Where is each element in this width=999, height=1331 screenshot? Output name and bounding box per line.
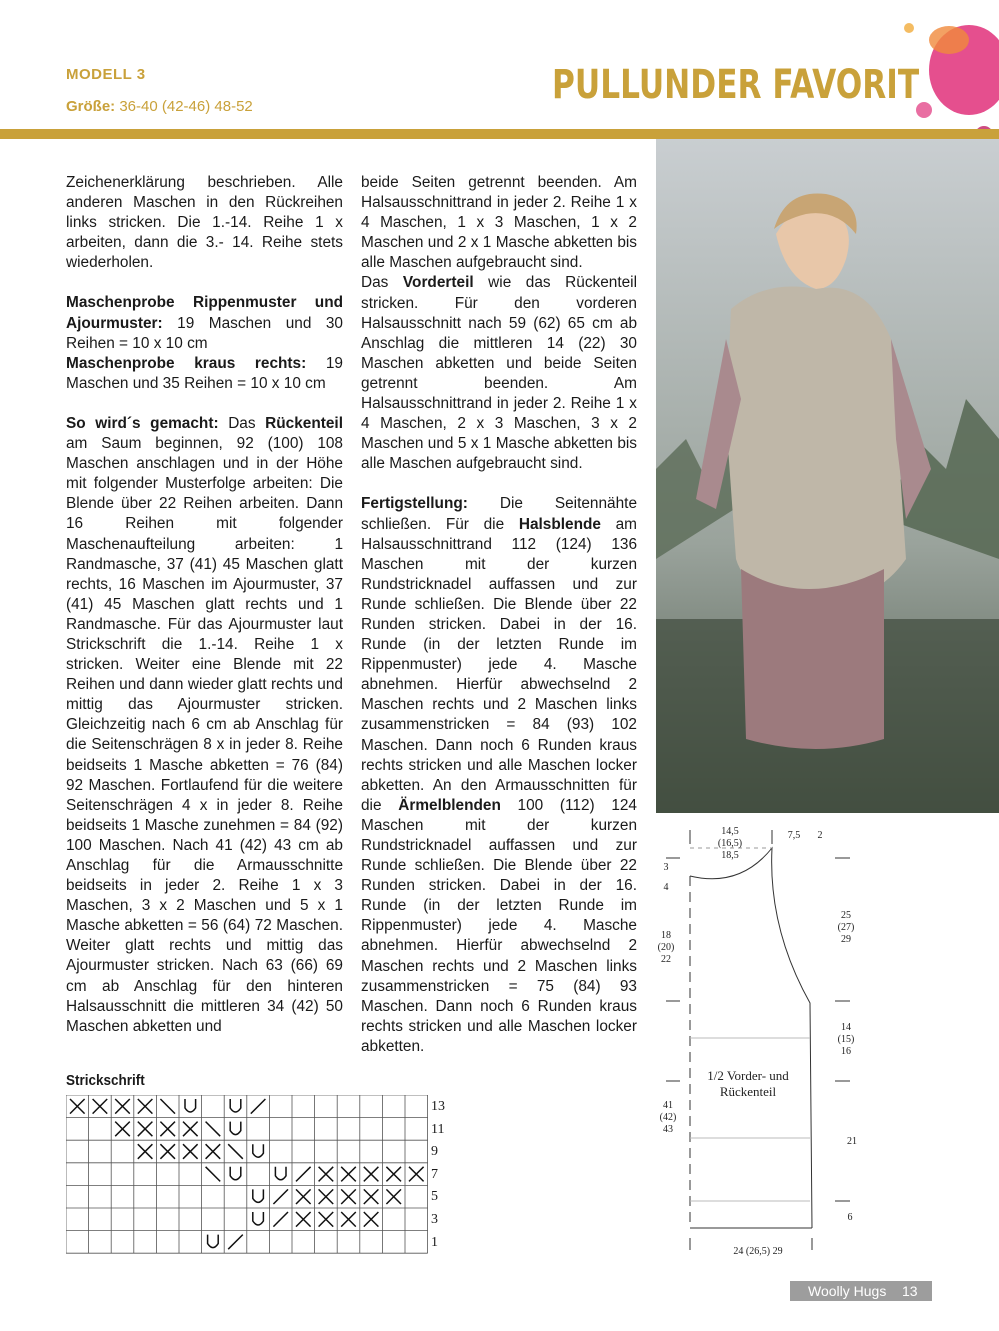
- armband-label: Ärmelblenden: [398, 796, 501, 814]
- text-column-2: [361, 173, 637, 1057]
- gauge-paragraph-1: [66, 293, 343, 353]
- yarn-over-symbol: [230, 1122, 241, 1135]
- decrease-right-symbol: [228, 1235, 243, 1250]
- back-label: Rückenteil: [265, 414, 343, 432]
- upper-height-label: 25 (27) 29: [837, 910, 855, 945]
- neckband-label: Halsblende: [518, 515, 601, 533]
- yarn-over-symbol: [275, 1167, 286, 1180]
- knit-together-symbol: [183, 1144, 198, 1159]
- pattern-schematic: [650, 818, 880, 1263]
- finishing-label: Fertigstellung:: [361, 495, 468, 513]
- chart-row-number: 9: [431, 1144, 438, 1160]
- knit-together-symbol: [341, 1167, 356, 1182]
- knit-together-symbol: [364, 1167, 379, 1182]
- finishing-text: am Halsausschnittrand 112 (124) 136 Maschen mit der kurzen Rundstricknadel auffassen und zur Runde schließen. Die Blende über 22 Runden stricken. Dabei in der 16. Runde (in der letzten Runde im Rippenmuster) jede 4. Masche abnehmen. Hierfür abwechselnd 2 Maschen rechts und 2 Maschen links zusammenstricken = 84 (93) 102 Maschen. Dann noch 6 Runden kraus rechts stricken und alle Maschen locker abketten. An den Armausschnitten für die: [361, 515, 638, 814]
- page-footer: [790, 1281, 932, 1301]
- model-number: MODELL 3: [66, 66, 146, 83]
- pattern-title: PULLUNDER FAVORIT: [552, 62, 920, 108]
- yarn-over-symbol: [230, 1099, 241, 1112]
- chart-row-number: 13: [431, 1099, 445, 1114]
- gauge-label: Maschenprobe kraus rechts:: [66, 354, 307, 372]
- knit-together-symbol: [319, 1212, 334, 1227]
- decrease-left-symbol: [206, 1122, 221, 1137]
- header-rule: [0, 129, 999, 139]
- knit-together-symbol: [115, 1122, 130, 1137]
- front-paragraph: [361, 273, 637, 474]
- knit-together-symbol: [364, 1212, 379, 1227]
- paragraph: Zeichenerklärung beschrieben. Alle anderen Maschen in den Rückreihen links stricken. Die 1.-14. Reihe 1 x arbeiten, dann die 3.- 14. Reihe stets wiederholen.: [66, 174, 343, 272]
- yarn-over-symbol: [230, 1167, 241, 1180]
- knit-together-symbol: [160, 1144, 175, 1159]
- bottom-width-label: 24 (26,5) 29: [733, 1246, 783, 1257]
- chart-label: Strickschrift: [66, 1072, 145, 1089]
- decrease-left-symbol: [228, 1144, 243, 1159]
- knit-together-symbol: [386, 1189, 401, 1204]
- instructions-paragraph: [66, 414, 343, 1037]
- size-line: [66, 98, 253, 115]
- knit-together-symbol: [93, 1099, 108, 1114]
- chart-row-number: 11: [431, 1121, 445, 1137]
- gauge-text: 19 Maschen und 35 Reihen = 10 x 10 cm: [66, 354, 343, 392]
- knit-together-symbol: [364, 1189, 379, 1204]
- decrease-left-symbol: [206, 1167, 221, 1182]
- knit-together-symbol: [138, 1122, 153, 1137]
- finishing-text: Die Seitennähte schließen. Für die: [361, 495, 637, 533]
- knit-together-symbol: [409, 1167, 424, 1182]
- page-number: 13: [902, 1283, 918, 1299]
- front-label: Vorderteil: [402, 274, 474, 292]
- chart-row-number: 7: [431, 1166, 438, 1182]
- instructions-text: Das: [228, 414, 256, 432]
- front-text: wie das Rückenteil stricken. Für den vorderen Halsausschnitt nach 59 (62) 65 cm ab Anschlag die mittleren 14 (22) 30 Maschen abketten und beide Seiten getrennt beenden. Am Halsausschnittrand in jeder 2. Reihe 1 x 4 Maschen, 2 x 3 Maschen, 3 x 2 Maschen und 5 x 1 Masche abketten bis alle Maschen aufgebraucht sind.: [361, 274, 638, 473]
- yarn-over-symbol: [185, 1099, 196, 1112]
- knit-together-symbol: [341, 1189, 356, 1204]
- shoulder-width-label: 7,5: [787, 830, 801, 841]
- hem-upper-label: 21: [847, 1136, 857, 1147]
- hem-lower-label: 6: [847, 1212, 853, 1223]
- decrease-right-symbol: [296, 1167, 311, 1182]
- finishing-text: 100 (112) 124 Maschen mit der kurzen Rundstricknadel auffassen und zur Runde schließen. Die Blende über 22 Runden stricken. Dabei in der 16. Runde (in der letzten Runde im Rippenmuster) jede 4. Masche abnehmen. Hierfür abwechselnd 2 Maschen rechts und 2 Maschen links zusammenstricken = 75 (84) 93 Maschen. Dann noch 6 Runden kraus rechts stricken und alle Maschen locker abketten.: [361, 796, 637, 1055]
- piece-label: 1/2 Vorder- und Rückenteil: [707, 1068, 789, 1099]
- total-height-label: 41 (42) 43: [659, 1100, 677, 1135]
- gauge-text: 19 Maschen und 30 Reihen = 10 x 10 cm: [66, 314, 343, 352]
- chart-row-number: 5: [431, 1189, 438, 1205]
- knit-together-symbol: [206, 1144, 221, 1159]
- size-value: 36-40 (42-46) 48-52: [119, 98, 253, 115]
- chart-row-number: 3: [431, 1212, 438, 1227]
- yarn-over-symbol: [253, 1144, 264, 1157]
- back-neck-depth-label: 2: [817, 830, 823, 841]
- neck-width-label: 14,5 (16,5) 18,5: [717, 826, 743, 861]
- yarn-over-symbol: [253, 1189, 264, 1202]
- decrease-right-symbol: [273, 1212, 288, 1227]
- decrease-right-symbol: [273, 1189, 288, 1204]
- yarn-over-symbol: [253, 1212, 264, 1225]
- yarn-over-symbol: [208, 1235, 219, 1248]
- knit-together-symbol: [319, 1189, 334, 1204]
- knit-together-symbol: [115, 1099, 130, 1114]
- armhole-height-label: 18 (20) 22: [657, 930, 675, 965]
- knit-together-symbol: [296, 1189, 311, 1204]
- knit-together-symbol: [296, 1212, 311, 1227]
- knit-together-symbol: [138, 1099, 153, 1114]
- knitting-chart: [66, 1095, 466, 1255]
- knit-together-symbol: [341, 1212, 356, 1227]
- front-neck-depth-label: 4: [663, 882, 669, 893]
- instructions-label: So wird´s gemacht:: [66, 414, 219, 432]
- front-text: Das: [361, 274, 389, 292]
- instructions-text: am Saum beginnen, 92 (100) 108 Maschen anschlagen und in der Höhe mit folgender Musterfolge arbeiten: Die Blende über 22 Reihen arbeiten. Dann 16 Reihen mit folgender Maschenaufteilung arbeiten: 1 Randmasche, 37 (41) 45 Maschen glatt rechts, 16 Maschen im Ajourmuster, 37 (41) 45 Maschen glatt rechts und 1 Randmasche. Für das Ajourmuster laut Strickschrift die 1.-14. Reihe 1 x stricken. Weiter eine Blende mit 22 Reihen und dann wieder glatt rechts und mittig das Ajourmuster stricken. Gleichzeitig nach 6 cm ab Anschlag für die Seitenschrägen 8 x in jeder 8. Reihe beidseits 1 Masche abketten = 76 (84) 92 Maschen. Fortlaufend für die weitere Seitenschrägen 4 x in jeder 8. Reihe beidseits 1 Masche zunehmen = 84 (92) 100 Maschen. Nach 41 (42) 43 cm ab Anschlag für die Armausschnitte beidseits in jeder 2. Reihe 1 x 3 Maschen, 3 x 2 Maschen und 5 x 1 Masche abketten = 56 (64) 72 Maschen. Weiter glatt rechts und mittig das Ajourmuster stricken. Nach 63 (66) 69 cm ab Anschlag für den hinteren Halsausschnitt die mittleren 34 (42) 50 Maschen abketten und: [66, 435, 343, 1035]
- front-neck-depth-label: 3: [663, 862, 669, 873]
- knit-together-symbol: [386, 1167, 401, 1182]
- knit-together-symbol: [183, 1122, 198, 1137]
- text-column-1: [66, 173, 343, 1037]
- finishing-paragraph: [361, 494, 637, 1057]
- gauge-paragraph-2: [66, 354, 343, 394]
- chart-row-number: 1: [431, 1234, 438, 1250]
- knit-together-symbol: [70, 1099, 85, 1114]
- decrease-right-symbol: [251, 1099, 266, 1114]
- mid-height-label: 14 (15) 16: [837, 1022, 855, 1057]
- knit-together-symbol: [160, 1122, 175, 1137]
- knit-together-symbol: [138, 1144, 153, 1159]
- size-label: Größe:: [66, 98, 116, 115]
- magazine-name: Woolly Hugs: [808, 1283, 887, 1299]
- paragraph: beide Seiten getrennt beenden. Am Halsausschnittrand in jeder 2. Reihe 1 x 4 Maschen, 1 x 3 Maschen, 1 x 2 Maschen und 2 x 1 Masche abketten bis alle Maschen aufgebraucht sind.: [361, 174, 637, 272]
- knit-together-symbol: [319, 1167, 334, 1182]
- model-photo: [656, 139, 999, 813]
- decrease-left-symbol: [160, 1099, 175, 1114]
- gauge-label: Maschenprobe Rippenmuster und Ajourmuster:: [66, 294, 343, 332]
